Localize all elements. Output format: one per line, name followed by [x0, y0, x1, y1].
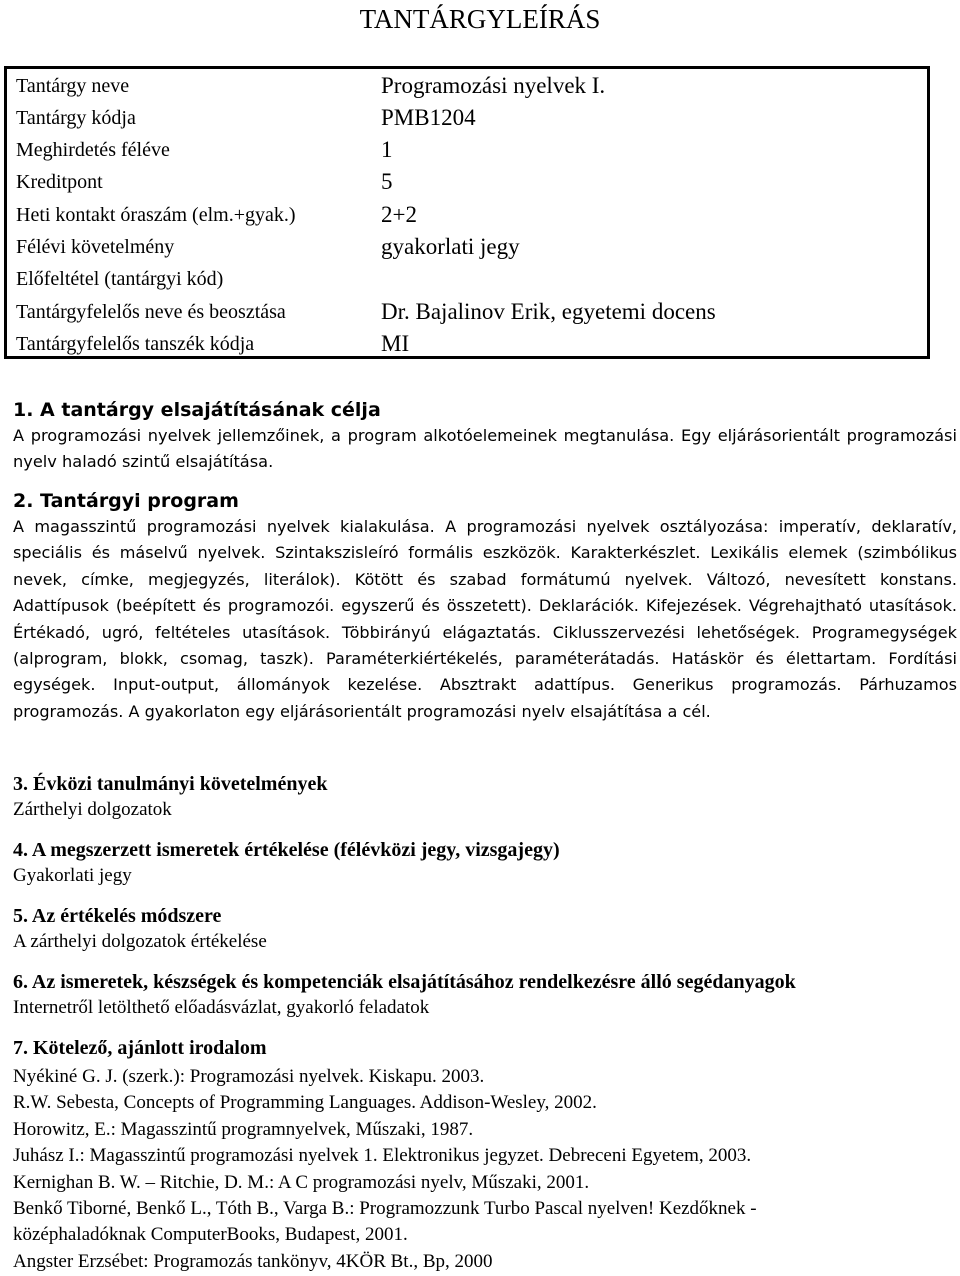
- info-row-course-code: [7, 102, 927, 134]
- literature-item: Horowitz, E.: Magasszintű programnyelvek, Műszaki, 1987.: [13, 1118, 474, 1140]
- info-label: Tantárgy kódja: [16, 107, 136, 129]
- info-value: Dr. Bajalinov Erik, egyetemi docens: [381, 299, 716, 324]
- info-row-semester: [7, 134, 927, 166]
- section-1-text: A programozási nyelvek jellemzőinek, a program alkotóelemeinek megtanulása. Egy eljárásorientált programozási nyelv haladó szintű elsajátítása.: [13, 426, 957, 472]
- info-label: Tantárgy neve: [16, 75, 130, 97]
- info-row-department-code: [7, 328, 927, 360]
- info-row-requirement: [7, 231, 927, 263]
- course-info-table: [4, 66, 930, 359]
- info-label: Tantárgyfelelős tanszék kódja: [16, 333, 255, 355]
- section-1-heading: 1. A tantárgy elsajátításának célja: [13, 399, 381, 421]
- info-value: Programozási nyelvek I.: [381, 73, 606, 98]
- info-label: Félévi követelmény: [16, 236, 175, 258]
- info-row-course-name: [7, 70, 927, 102]
- info-row-weekly-hours: [7, 199, 927, 231]
- info-value: 2+2: [381, 202, 417, 227]
- info-label: Meghirdetés féléve: [16, 139, 170, 161]
- section-4-heading: 4. A megszerzett ismeretek értékelése (félévközi jegy, vizsgajegy): [13, 839, 560, 861]
- info-label: Előfeltétel (tantárgyi kód): [16, 268, 224, 290]
- info-value: 1: [381, 137, 393, 162]
- info-row-credits: [7, 166, 927, 198]
- literature-item: R.W. Sebesta, Concepts of Programming Languages. Addison-Wesley, 2002.: [13, 1092, 597, 1114]
- section-3-text: Zárthelyi dolgozatok: [13, 799, 172, 820]
- section-2-text: A magasszintű programozási nyelvek kialakulása. A programozási nyelvek osztályozása: imperatív, deklaratív, speciális és máselvű nyelvek. Szintakszisleíró formális eszközök. Karakterkészlet. Lexikális elemek (szimbólikus nevek, címke, megjegyzés, literálok). Kötött és szabad formátumú nyelvek. Változó, nevesített konstans. Adattípusok (beépített és programozói. egyszerű és összetett). Deklarációk. Kifejezések. Végrehajtható utasítások. Értékadó, ugró, feltételes utasítások. Többirányú elágaztatás. Ciklusszervezési lehetőségek. Programegységek (alprogram, blokk, csomag, taszk). Paraméterkiértékelés, paraméterátadás. Hatáskör és élettartam. Fordítási egységek. Input-output, állományok kezelése. Absztrakt adattípus. Generikus programozás. Párhuzamos programozás. A gyakorlaton egy eljárásorientált programozási nyelv elsajátítása a cél.: [13, 517, 957, 721]
- info-label: Kreditpont: [16, 171, 103, 193]
- info-value: gyakorlati jegy: [381, 234, 520, 259]
- info-value: 5: [381, 169, 393, 194]
- document-title: TANTÁRGYLEÍRÁS: [359, 4, 601, 34]
- literature-item: Kernighan B. W. – Ritchie, D. M.: A C programozási nyelv, Műszaki, 2001.: [13, 1171, 590, 1193]
- section-2-heading: 2. Tantárgyi program: [13, 490, 239, 512]
- section-6-heading: 6. Az ismeretek, készségek és kompetenciák elsajátításához rendelkezésre álló segédanyagok: [13, 971, 796, 993]
- section-3-heading: 3. Évközi tanulmányi követelmények: [13, 773, 328, 795]
- literature-item: Angster Erzsébet: Programozás tankönyv, 4KÖR Bt., Bp, 2000: [13, 1250, 493, 1272]
- info-value: MI: [381, 331, 410, 356]
- literature-item: Juhász I.: Magasszintű programozási nyelvek 1. Elektronikus jegyzet. Debreceni Egyetem, 2003.: [13, 1145, 752, 1167]
- section-6-text: Internetről letölthető előadásvázlat, gyakorló feladatok: [13, 997, 430, 1018]
- section-7-heading: 7. Kötelező, ajánlott irodalom: [13, 1037, 267, 1059]
- literature-list: [13, 1064, 957, 1275]
- info-label: Tantárgyfelelős neve és beosztása: [16, 301, 286, 323]
- section-4-text: Gyakorlati jegy: [13, 865, 132, 886]
- info-value: PMB1204: [381, 105, 476, 130]
- info-row-responsible-person: [7, 296, 927, 328]
- literature-item: Benkő Tiborné, Benkő L., Tóth B., Varga B.: Programozzunk Turbo Pascal nyelven! Kezdőknek -: [13, 1198, 757, 1220]
- literature-item: középhaladóknak ComputerBooks, Budapest, 2001.: [13, 1224, 408, 1246]
- info-label: Heti kontakt óraszám (elm.+gyak.): [16, 204, 296, 226]
- section-5-text: A zárthelyi dolgozatok értékelése: [13, 931, 267, 952]
- literature-item: Nyékiné G. J. (szerk.): Programozási nyelvek. Kiskapu. 2003.: [13, 1066, 485, 1087]
- section-5-heading: 5. Az értékelés módszere: [13, 905, 222, 927]
- info-row-prerequisite: [7, 263, 927, 295]
